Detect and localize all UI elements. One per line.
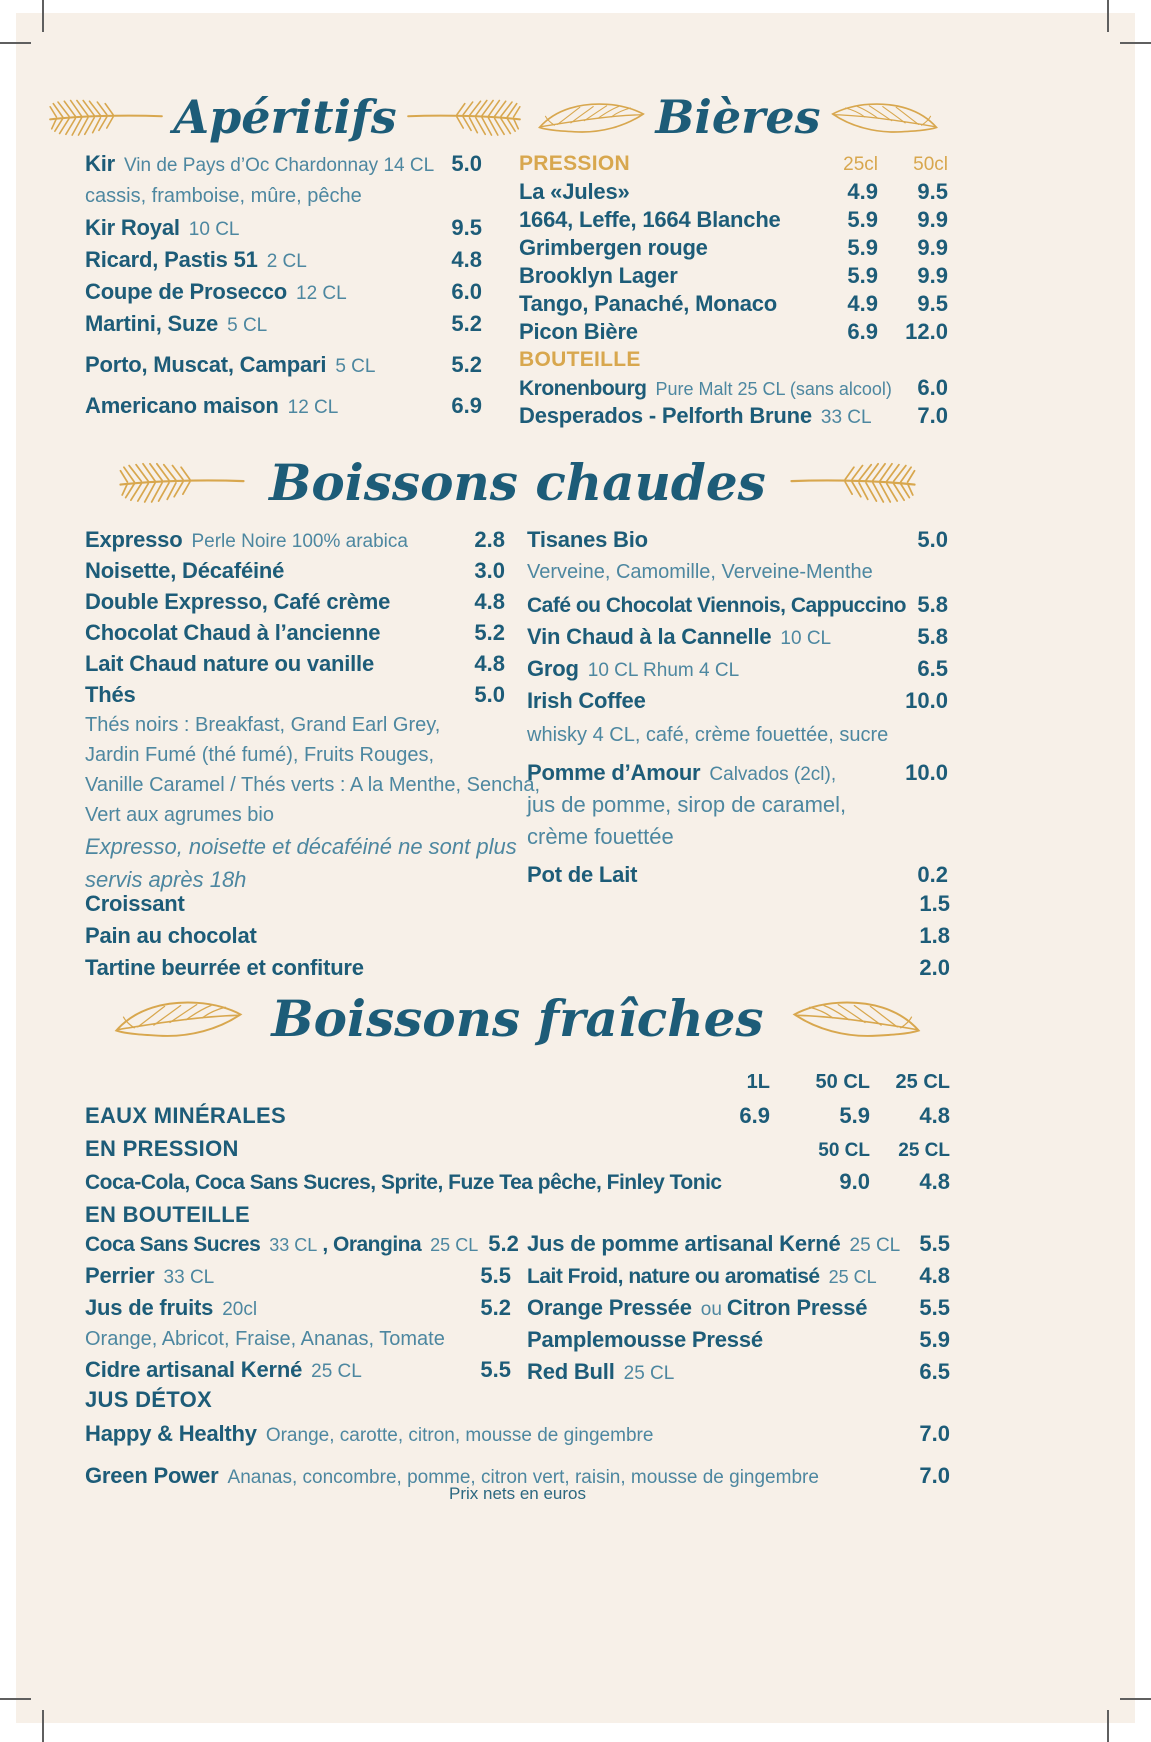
item-name: Pain au chocolat (85, 923, 257, 948)
column-50cl: 50 CL (818, 1140, 870, 1161)
menu-item (85, 679, 505, 710)
menu-item (85, 1099, 950, 1132)
footer-note: Prix nets en euros (448, 1484, 586, 1503)
item-price: 5.8 (917, 592, 948, 617)
item-price-50cl: 9.9 (917, 207, 948, 232)
item-detail: 5 CL (335, 356, 376, 377)
menu-item (527, 621, 948, 653)
item-detail: 10 CL (188, 219, 240, 240)
item-detail: 33 CL (163, 1267, 215, 1288)
menu-item (527, 1292, 950, 1324)
item-price: 2.8 (474, 527, 505, 552)
crop-mark (42, 0, 44, 32)
menu-item (85, 888, 950, 920)
item-price: 5.2 (474, 620, 505, 645)
menu-item (527, 524, 948, 556)
menu-item (85, 1418, 950, 1450)
detox-section (85, 1382, 950, 1492)
item-name: Noisette, Décaféiné (85, 558, 285, 583)
item-price-50cl: 9.5 (917, 291, 948, 316)
bieres-list (519, 150, 948, 430)
en-bouteille-label: EN BOUTEILLE (85, 1202, 250, 1227)
menu-item (519, 290, 948, 318)
item-name: Thés (85, 682, 136, 707)
item-price: 4.8 (919, 1263, 950, 1288)
chaudes-title: Boissons chaudes (269, 452, 766, 512)
feather-icon (788, 456, 918, 508)
item-price: 0.2 (917, 862, 948, 887)
item-name: Coca-Cola, Coca Sans Sucres, Sprite, Fuze Tea pêche, Finley Tonic (85, 1171, 722, 1194)
eaux-minerales-label: EAUX MINÉRALES (85, 1103, 286, 1128)
item-name: Pamplemousse Pressé (527, 1327, 763, 1352)
item-detail: Orange, carotte, citron, mousse de gingembre (265, 1425, 654, 1446)
item-price-25cl: 4.8 (919, 1169, 950, 1194)
crop-mark (1107, 0, 1109, 32)
menu-item (85, 212, 482, 244)
bouteille-header (519, 346, 948, 374)
service-note-line: Expresso, noisette et décaféiné ne sont plus (85, 834, 517, 859)
column-1l: 1L (746, 1071, 770, 1093)
bouteille-header (85, 1198, 950, 1231)
item-price: 10.0 (905, 688, 948, 713)
item-name: Jus de pomme artisanal Kerné (527, 1231, 841, 1256)
bouteille-label: BOUTEILLE (519, 348, 641, 371)
menu-item (85, 1260, 511, 1292)
item-price-50cl: 9.9 (917, 235, 948, 260)
item-price: 6.0 (917, 375, 948, 400)
bieres-columns (519, 150, 948, 178)
menu-item (527, 757, 948, 789)
aperitifs-title: Apéritifs (173, 90, 397, 144)
item-name: Red Bull (527, 1359, 615, 1384)
item-description: whisky 4 CL, café, crème fouettée, sucre (527, 724, 889, 746)
crop-mark (1120, 42, 1151, 44)
menu-item (519, 262, 948, 290)
item-name: 1664, Leffe, 1664 Blanche (519, 207, 781, 232)
item-price-25cl: 5.9 (847, 235, 878, 260)
item-name: Croissant (85, 891, 185, 916)
item-detail: 25 CL (623, 1363, 675, 1384)
bieres-title: Bières (655, 90, 821, 144)
section-header-fraiches (85, 980, 950, 1056)
item-name: Green Power (85, 1463, 219, 1488)
section-header-aperitifs (60, 82, 510, 152)
menu-item (85, 524, 505, 555)
item-detail: 12 CL (287, 397, 339, 418)
item-name: Orange Pressée (527, 1295, 692, 1320)
menu-item (85, 308, 482, 340)
item-price-25cl: 4.9 (847, 291, 878, 316)
menu-item (85, 555, 505, 586)
menu-item (85, 617, 505, 648)
item-name: Tartine beurrée et confiture (85, 955, 364, 980)
item-price-50cl: 5.9 (839, 1103, 870, 1128)
item-price: 4.8 (474, 651, 505, 676)
feather-icon (535, 96, 647, 138)
item-name: Kir (85, 151, 115, 176)
item-name: Vin Chaud à la Cannelle (527, 624, 772, 649)
pression-label: PRESSION (519, 152, 630, 175)
menu-item (85, 648, 505, 679)
item-name: Lait Chaud nature ou vanille (85, 651, 374, 676)
item-name: Picon Bière (519, 319, 638, 344)
pression-header (85, 1132, 950, 1165)
menu-item (527, 1228, 950, 1260)
jus-detox-label: JUS DÉTOX (85, 1387, 212, 1412)
item-price-1l: 6.9 (739, 1103, 770, 1128)
item-price: 7.0 (919, 1463, 950, 1488)
item-price: 5.9 (919, 1327, 950, 1352)
menu-item (85, 1165, 950, 1198)
item-price: 7.0 (919, 1421, 950, 1446)
menu-item (519, 206, 948, 234)
en-pression-label: EN PRESSION (85, 1136, 239, 1161)
column-25cl: 25 CL (898, 1140, 950, 1161)
feather-icon (405, 93, 523, 141)
chaudes-left-column (85, 524, 541, 896)
item-detail: Vin de Pays d’Oc Chardonnay 14 CL (123, 155, 435, 176)
item-name: Grog (527, 656, 579, 681)
menu-item (527, 589, 948, 621)
item-name: Kir Royal (85, 215, 180, 240)
fraiches-right-column (527, 1228, 950, 1388)
section-header-bieres (512, 82, 964, 152)
crop-mark (1107, 1710, 1109, 1742)
crop-mark (0, 42, 31, 44)
item-description: jus de pomme, sirop de caramel, (527, 792, 847, 817)
item-price-25cl: 5.9 (847, 207, 878, 232)
feather-icon (117, 456, 247, 508)
column-50cl: 50 CL (815, 1071, 870, 1093)
menu-item (527, 685, 948, 717)
item-name: Citron Pressé (726, 1295, 868, 1320)
item-price-50cl: 12.0 (905, 319, 948, 344)
feather-icon (829, 96, 941, 138)
item-price: 10.0 (905, 760, 948, 785)
item-detail: Ananas, concombre, pomme, citron vert, raisin, mousse de gingembre (227, 1467, 819, 1488)
menu-item (519, 318, 948, 346)
item-name: Coupe de Prosecco (85, 279, 287, 304)
item-price: 6.5 (919, 1359, 950, 1384)
item-name: Happy & Healthy (85, 1421, 257, 1446)
tea-note-line: Jardin Fumé (thé fumé), Fruits Rouges, (85, 744, 435, 766)
item-name: Tango, Panaché, Monaco (519, 291, 778, 316)
item-name: Martini, Suze (85, 311, 219, 336)
item-price: 5.2 (451, 311, 482, 336)
item-price: 5.5 (480, 1357, 511, 1382)
item-name: Double Expresso, Café crème (85, 589, 391, 614)
item-connector: ou (700, 1299, 722, 1320)
item-price: 1.5 (919, 891, 950, 916)
aperitifs-list (85, 148, 482, 422)
item-detail: 5 CL (227, 315, 268, 336)
item-price: 4.8 (474, 589, 505, 614)
item-description: Orange, Abricot, Fraise, Ananas, Tomate (85, 1328, 445, 1350)
item-detail: Pure Malt 25 CL (sans alcool) (655, 379, 892, 399)
item-price: 5.2 (480, 1295, 511, 1320)
item-name: Americano maison (85, 393, 279, 418)
menu-item (527, 859, 948, 891)
item-price: 5.8 (917, 624, 948, 649)
item-price: 7.0 (917, 403, 948, 428)
menu-item (85, 586, 505, 617)
item-description: crème fouettée (527, 824, 674, 849)
fraiches-left-column (85, 1228, 519, 1386)
menu-item (85, 276, 482, 308)
item-price: 5.0 (917, 527, 948, 552)
item-text (519, 375, 892, 405)
item-price: 9.5 (451, 215, 482, 240)
item-price: 4.8 (451, 247, 482, 272)
item-name: La «Jules» (519, 179, 630, 204)
feather-icon (111, 994, 245, 1042)
item-price-25cl: 4.9 (847, 179, 878, 204)
item-description: cassis, framboise, mûre, pêche (85, 185, 362, 207)
menu-item (519, 402, 948, 430)
item-name: Ricard, Pastis 51 (85, 247, 258, 272)
item-detail: Calvados (2cl), (709, 764, 837, 785)
item-name: Pot de Lait (527, 862, 638, 887)
item-name: Chocolat Chaud à l’ancienne (85, 620, 381, 645)
item-price-25cl: 6.9 (847, 319, 878, 344)
fraiches-columns (85, 1066, 950, 1099)
item-detail: 25 CL (828, 1267, 877, 1287)
item-price-50cl: 9.0 (839, 1169, 870, 1194)
item-name: Perrier (85, 1263, 155, 1288)
item-detail: 20cl (222, 1299, 258, 1320)
item-price: 5.0 (474, 682, 505, 707)
crop-mark (42, 1710, 44, 1742)
item-name: Jus de fruits (85, 1295, 214, 1320)
menu-item (527, 1324, 950, 1356)
tea-note-line: Vanille Caramel / Thés verts : A la Menthe, Sencha, (85, 774, 541, 796)
crop-mark (1120, 1698, 1151, 1700)
item-description: Verveine, Camomille, Verveine-Menthe (527, 561, 873, 583)
item-detail: 10 CL (780, 628, 832, 649)
item-price: 1.8 (919, 923, 950, 948)
item-name: Kronenbourg (519, 377, 647, 400)
menu-item (85, 244, 482, 276)
item-detail: 25 CL (311, 1361, 362, 1382)
item-detail: 33 CL (269, 1235, 318, 1255)
item-price: 5.2 (488, 1231, 519, 1256)
item-name: Desperados - Pelforth Brune (519, 403, 812, 428)
item-name: Irish Coffee (527, 688, 646, 713)
column-25cl: 25 CL (895, 1071, 950, 1093)
menu-item (85, 920, 950, 952)
item-price: 5.2 (451, 352, 482, 377)
menu-item (519, 234, 948, 262)
item-price: 5.5 (480, 1263, 511, 1288)
item-price: 3.0 (474, 558, 505, 583)
column-25cl: 25cl (843, 154, 878, 175)
item-name: Brooklyn Lager (519, 263, 678, 288)
item-price: 2.0 (919, 955, 950, 980)
item-price-50cl: 9.5 (917, 179, 948, 204)
item-name: Coca Sans Sucres (85, 1233, 261, 1256)
item-price: 5.0 (451, 151, 482, 176)
tea-note-line: Thés noirs : Breakfast, Grand Earl Grey, (85, 714, 441, 736)
menu-item (519, 178, 948, 206)
item-price: 5.5 (919, 1295, 950, 1320)
chaudes-right-column (527, 524, 948, 891)
item-name: Grimbergen rouge (519, 235, 708, 260)
menu-item (527, 653, 948, 685)
item-detail: Perle Noire 100% arabica (191, 531, 408, 552)
item-detail: 33 CL (820, 407, 872, 428)
service-note-line: servis après 18h (85, 867, 247, 892)
menu-item (527, 1260, 950, 1292)
menu-item (85, 349, 482, 381)
item-price-50cl: 9.9 (917, 263, 948, 288)
menu-item (85, 148, 482, 180)
item-name: Expresso (85, 527, 183, 552)
item-detail: 12 CL (296, 283, 347, 304)
item-detail: 10 CL Rhum 4 CL (587, 660, 740, 681)
menu-item (85, 1228, 519, 1260)
item-price: 5.5 (919, 1231, 950, 1256)
item-detail: 2 CL (266, 251, 307, 272)
column-50cl: 50cl (913, 154, 948, 175)
feather-icon (790, 994, 924, 1042)
item-detail: 25 CL (849, 1235, 901, 1256)
item-price-25cl: 4.8 (919, 1103, 950, 1128)
item-name: Tisanes Bio (527, 527, 648, 552)
item-name: Porto, Muscat, Campari (85, 352, 327, 377)
menu-item (85, 390, 482, 422)
item-detail: 25 CL (430, 1235, 479, 1255)
fraiches-table (85, 1066, 950, 1231)
feather-icon (47, 93, 165, 141)
menu-item (85, 1292, 511, 1324)
item-text (519, 402, 878, 433)
item-name: Café ou Chocolat Viennois, Cappuccino (527, 594, 906, 617)
chaudes-bottom-rows (85, 888, 950, 984)
item-name: Pomme d’Amour (527, 760, 701, 785)
item-name: Lait Froid, nature ou aromatisé (527, 1265, 820, 1288)
fraiches-title: Boissons fraîches (271, 988, 764, 1048)
crop-mark (0, 1698, 31, 1700)
item-name: , Orangina (322, 1233, 422, 1256)
menu-item (519, 374, 948, 402)
item-price: 6.0 (451, 279, 482, 304)
tea-note-line: Vert aux agrumes bio (85, 804, 274, 826)
item-price-25cl: 5.9 (847, 263, 878, 288)
item-price: 6.5 (917, 656, 948, 681)
item-price: 6.9 (451, 393, 482, 418)
item-name: Cidre artisanal Kerné (85, 1357, 303, 1382)
section-header-chaudes (85, 444, 950, 520)
